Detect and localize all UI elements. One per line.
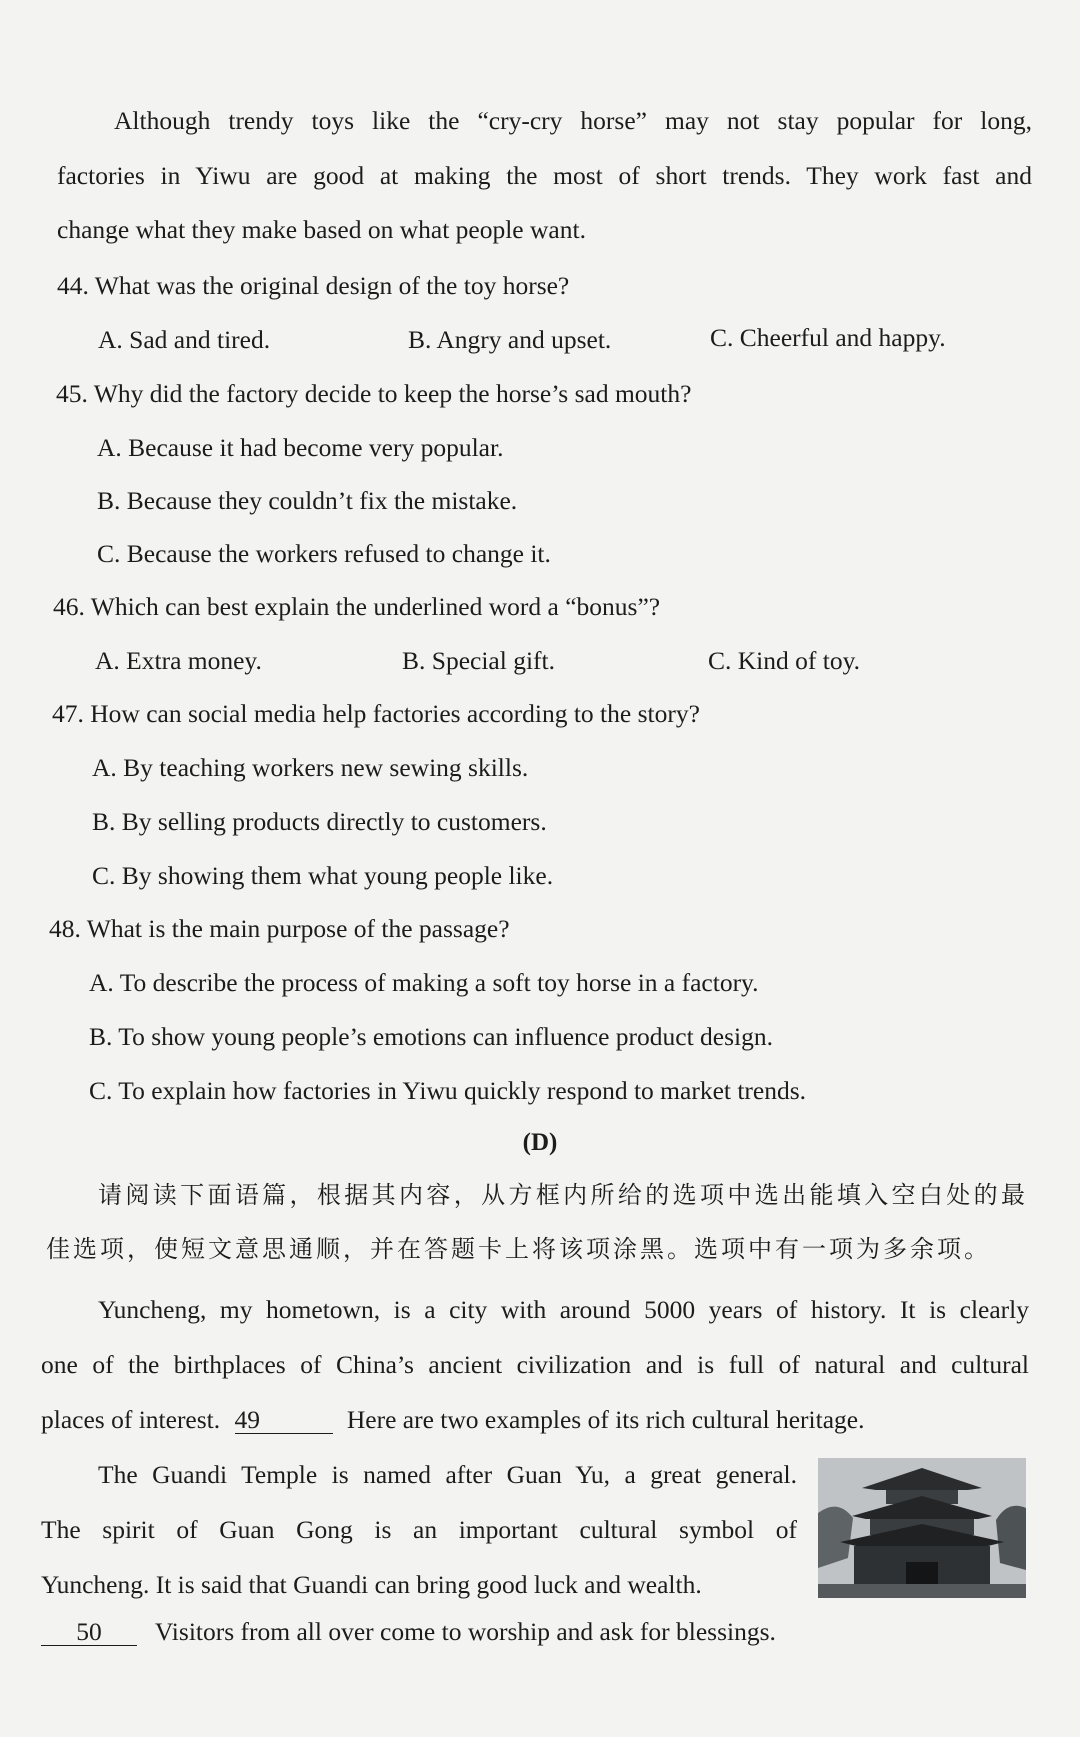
temple-illustration xyxy=(818,1458,1026,1598)
question-45 xyxy=(56,378,691,410)
option-48c[interactable]: C. To explain how factories in Yiwu quickly respond to market trends. xyxy=(89,1076,807,1105)
option-46c[interactable]: C. Kind of toy. xyxy=(708,646,861,675)
text-span: places of interest. xyxy=(41,1405,221,1434)
paragraph-1 xyxy=(41,1282,1029,1447)
paragraph-line xyxy=(41,1392,1029,1447)
question-46 xyxy=(53,591,660,623)
option-44a[interactable]: A. Sad and tired. xyxy=(98,325,271,354)
section-instructions xyxy=(46,1168,1028,1276)
paragraph-2 xyxy=(41,1447,797,1612)
question-text: Why did the factory decide to keep the horse’s sad mouth? xyxy=(93,379,692,408)
question-number: 45. xyxy=(56,379,88,408)
blank-49[interactable]: 49 xyxy=(235,1407,333,1434)
question-text: How can social media help factories according to the story? xyxy=(90,699,700,728)
option-45c[interactable]: C. Because the workers refused to change it. xyxy=(97,539,551,568)
instructions-line: 请阅读下面语篇，根据其内容，从方框内所给的选项中选出能填入空白处的最 xyxy=(98,1181,1028,1209)
instructions-line: 佳选项，使短文意思通顺，并在答题卡上将该项涂黑。选项中有一项为多余项。 xyxy=(46,1235,991,1263)
question-number: 46. xyxy=(53,592,85,621)
option-46a[interactable]: A. Extra money. xyxy=(95,646,262,675)
blank-50[interactable]: 50 xyxy=(41,1619,137,1646)
option-48a[interactable]: A. To describe the process of making a soft toy horse in a factory. xyxy=(89,968,759,997)
option-47a[interactable]: A. By teaching workers new sewing skills. xyxy=(92,753,529,782)
paragraph-line: The spirit of Guan Gong is an important cultural symbol of xyxy=(41,1515,797,1544)
option-44c[interactable]: C. Cheerful and happy. xyxy=(710,323,946,352)
text-span: Visitors from all over come to worship and ask for blessings. xyxy=(154,1617,776,1646)
option-45b[interactable]: B. Because they couldn’t fix the mistake. xyxy=(97,486,518,515)
question-48 xyxy=(49,913,510,945)
guandi-temple-photo xyxy=(818,1458,1026,1598)
paragraph-line: The Guandi Temple is named after Guan Yu, a great general. xyxy=(98,1460,797,1489)
passage-line: change what they make based on what people want. xyxy=(57,215,586,244)
paragraph-2-last-line xyxy=(41,1616,776,1648)
option-47c[interactable]: C. By showing them what young people like. xyxy=(92,861,554,890)
paragraph-line: Yuncheng, my hometown, is a city with around 5000 years of history. It is clearly xyxy=(98,1295,1029,1324)
question-number: 48. xyxy=(49,914,81,943)
passage-line: Although trendy toys like the “cry-cry horse” may not stay popular for long, xyxy=(114,106,1032,135)
passage-line: factories in Yiwu are good at making the most of short trends. They work fast and xyxy=(57,160,1032,190)
question-text: What is the main purpose of the passage? xyxy=(86,914,510,943)
option-47b[interactable]: B. By selling products directly to customers. xyxy=(92,807,547,836)
question-number: 44. xyxy=(57,271,89,300)
paragraph-line: Yuncheng. It is said that Guandi can bring good luck and wealth. xyxy=(41,1570,702,1599)
question-47 xyxy=(52,698,700,730)
option-46b[interactable]: B. Special gift. xyxy=(402,646,555,675)
section-heading: (D) xyxy=(522,1129,558,1156)
passage-ending xyxy=(57,94,1032,258)
option-44b[interactable]: B. Angry and upset. xyxy=(408,325,612,354)
paragraph-line: one of the birthplaces of China’s ancient civilization and is full of natural and cultural xyxy=(41,1350,1029,1379)
question-text: What was the original design of the toy horse? xyxy=(94,271,570,300)
option-45a[interactable]: A. Because it had become very popular. xyxy=(97,433,504,462)
question-text: Which can best explain the underlined word a “bonus”? xyxy=(90,592,661,621)
question-number: 47. xyxy=(52,699,84,728)
question-44 xyxy=(57,270,569,302)
text-span: Here are two examples of its rich cultural heritage. xyxy=(346,1405,865,1434)
option-48b[interactable]: B. To show young people’s emotions can influence product design. xyxy=(89,1022,774,1051)
